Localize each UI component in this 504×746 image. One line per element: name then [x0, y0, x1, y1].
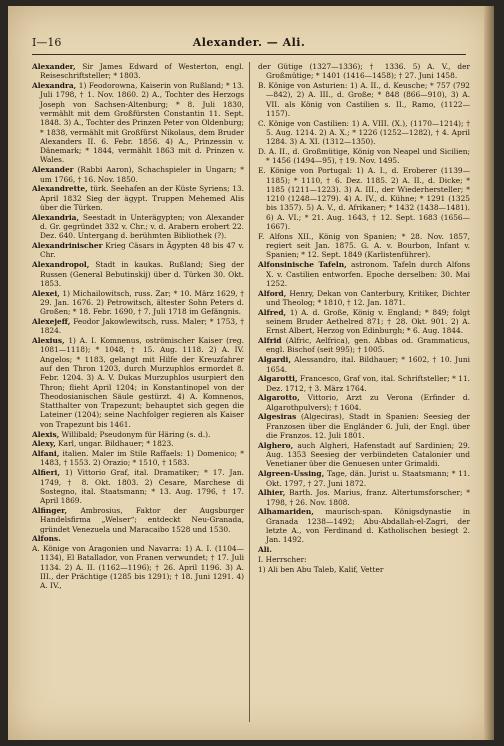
left-column — [32, 62, 244, 722]
entry-text: I. Herrscher: — [258, 554, 307, 564]
dictionary-entry — [258, 119, 470, 147]
running-header — [32, 36, 466, 52]
entry-text: Barth. Jos. Marius, franz. Altertumsforscher; * 1798, † 26. Nov. 1808. — [266, 488, 470, 507]
entry-headword: Alfonsinische Tafeln, — [258, 260, 347, 270]
dictionary-entry — [258, 355, 470, 374]
entry-headword: Alfrid — [258, 336, 282, 346]
dictionary-entry — [258, 441, 470, 469]
dictionary-entry — [32, 81, 244, 165]
dictionary-entry — [258, 308, 470, 336]
column-divider — [249, 62, 250, 722]
dictionary-entry — [32, 544, 244, 590]
entry-text: (Rabbi Aaron), Schachspieler in Ungarn; * um 1766, † 16. Nov. 1850. — [40, 165, 244, 184]
entry-headword: Alhamariden, — [258, 507, 314, 517]
dictionary-entry — [32, 336, 244, 429]
entry-headword: Algreen-Ussing, — [258, 469, 325, 479]
entry-headword: Alford, — [258, 288, 287, 298]
entry-text: italien. Maler im Stile Raffaels: 1) Domenico; * 1483, † 1553. 2) Orazio; * 1510, † 1583. — [40, 449, 244, 468]
dictionary-entry — [32, 449, 244, 468]
entry-text: türk. Seehafen an der Küste Syriens; 13. April 1832 Sieg der ägypt. Truppen Mehemed Alis über die Türken. — [40, 184, 244, 212]
entry-text: Seestadt in Unterägypten; von Alexander d. Gr. gegründet 332 v. Chr.; v. d. Arabern erobert 22. Dez. 640. Untergang d. berühmten Bibliothek (?). — [40, 212, 244, 241]
entry-text: 1) Michailowitsch, russ. Zar; * 10. März 1629, † 29. Jan. 1676. 2) Petrowitsch, ältester Sohn Peters d. Großen; * 18. Febr. 1690, † 7. Juli 1718 im Gefängnis. — [40, 288, 244, 317]
entry-text: 1) Ali ben Abu Taleb, Kalif, Vetter — [258, 564, 384, 574]
dictionary-entry — [258, 232, 470, 260]
entry-headword: Alexius, — [32, 336, 65, 346]
entry-text: Krieg Cäsars in Ägypten 48 bis 47 v. Chr. — [40, 241, 244, 260]
entry-headword: Algarotto, — [258, 393, 300, 403]
entry-headword: Alfieri, — [32, 468, 60, 478]
entry-text: B. Könige von Asturien: 1) A. II., d. Keusche; * 757 (792—842), 2) A. III., d. Große; * 848 (866—910), 3) A. VII. als König von Castilien s. II., Ramo, (1122—1157). — [258, 81, 470, 118]
dictionary-entry — [258, 336, 470, 355]
entry-headword: Ali. — [258, 545, 272, 555]
entry-text: auch Algheri, Hafenstadt auf Sardinien; 29. Aug. 1353 Seesieg der verbündeten Catalonier und Venetianer über die Genuesen unter Grimaldi. — [266, 440, 470, 469]
dictionary-entry — [258, 469, 470, 488]
dictionary-entry — [32, 260, 244, 288]
entry-text: 1) Feodorowna, Kaiserin von Rußland; * 13. Juli 1798, † 1. Nov. 1860. 2) A., Tochter des Herzogs Joseph von Sachsen-Altenburg; * 8. Juli 1830, vermählt mit dem Großfürsten Constantin 11. Sept. 1848. 3) A., Tochter des Prinzen Peter von Oldenburg; * 1838, vermählt mit Großfürst Nikolaus, dem Bruder Alexanders II. 6. Febr. 1856. 4) A., Prinzessin v. Dänemark; * 1844, vermählt 1863 mit d. Prinzen v. Wales. — [40, 81, 244, 165]
dictionary-entry — [258, 81, 470, 118]
entry-text: Sir James Edward of Westerton, engl. Reiseschriftsteller; * 1803. — [40, 62, 244, 81]
page-number: I—16 — [32, 36, 62, 49]
book-page — [8, 6, 494, 740]
entry-text: Tage, dän. Jurist u. Staatsmann; * 11. Okt. 1797, † 27. Juni 1872. — [266, 469, 470, 488]
book-spine — [484, 6, 494, 740]
entry-headword: Alhier, — [258, 488, 286, 498]
entry-text: (Alfric, Aelfrica), gen. Abbas od. Grammaticus, engl. Bischof (seit 995); † 1005. — [266, 336, 470, 355]
entry-headword: Algardi, — [258, 355, 291, 365]
entry-text: Ambrosius, Faktor der Augsburger Handelsfirma „Welser“; entdeckt Neu-Granada, gründet Venezuela und Maracaibo 1528 und 1530. — [40, 505, 244, 534]
page-title: Alexander. — Ali. — [192, 36, 306, 49]
dictionary-entry — [258, 507, 470, 544]
entry-text: Willibald; Pseudonym für Häring (s. d.). — [59, 429, 211, 439]
entry-text: F. Alfons XII., König von Spanien; * 28. Nov. 1857, regiert seit Jan. 1875. G. A. v. Bourbon, Infant v. Spanien; * 12. Sept. 1849 (Karlistenführer). — [258, 231, 470, 260]
dictionary-entry — [32, 241, 244, 260]
entry-text: maurisch-span. Königsdynastie in Granada 1238—1492; Abu-Abdallah-el-Zagri, der letzte A., von Ferdinand d. Katholischen besiegt 2. Jan. 1492. — [266, 507, 470, 545]
entry-text: 1) A. d. Große, König v. England; * 849; folgt seinem Bruder Aethelred 871; † 28. Okt. 901. 2) A. Ernst Albert, Herzog von Edinburgh; * 6. Aug. 1844. — [266, 307, 470, 336]
entry-text: 1) A. I. Komnenus, oströmischer Kaiser (reg. 1081—1118); * 1048, † 15. Aug. 1118. 2) A. IV. Angelos; * 1183, gelangt mit Hilfe der Kreuzfahrer auf den Thron 1203, durch Murzuphlos ermordet 8. Febr. 1204. 3) A. V. Dukas Murzuphlos usurpiert den Thron; flieht April 1204; in Konstantinopel von der Theodosianischen Säule gestürzt. 4) A. Komnenos, Statthalter von Trapezunt; behauptet sich gegen die Lateiner (1204); seine Nachfolger regieren als Kaiser von Trapezunt bis 1461. — [40, 336, 244, 429]
entry-text: Karl, ungar. Bildhauer; * 1823. — [55, 439, 174, 449]
entry-text: C. Könige von Castilien: 1) A. VIII. (X.), (1170—1214); † 5. Aug. 1214. 2) A. X.; * 1226 (1252—1282), † 4. April 1284. 3) A. XI. (1312—1350). — [258, 118, 470, 147]
entry-headword: Alexejeff, — [32, 317, 71, 327]
entry-text: D. A. II., d. Großmütige, König von Neapel und Sicilien; * 1456 (1494—95), † 19. Nov. 1495. — [258, 147, 470, 166]
entry-headword: Alexandrette, — [32, 184, 88, 194]
entry-text: Feodor Jakowlewitsch, russ. Maler; * 1753, † 1824. — [40, 317, 244, 336]
dictionary-entry — [32, 430, 244, 439]
dictionary-entry — [32, 165, 244, 184]
entry-text: Alessandro, ital. Bildhauer; * 1602, † 10. Juni 1654. — [266, 355, 470, 374]
entry-headword: Alexis, — [32, 429, 60, 439]
entry-headword: Alghero, — [258, 440, 294, 450]
dictionary-entry — [258, 393, 470, 412]
entry-text: astronom. Tafeln durch Alfons X. v. Castilien entworfen. Epoche derselben: 30. Mai 1252. — [266, 260, 470, 288]
dictionary-entry — [258, 488, 470, 507]
entry-headword: Alfons. — [32, 534, 61, 544]
entry-text: (Algeciras), Stadt in Spanien: Seesieg der Franzosen über die Engländer 6. Juli, der Engl. über die Franzos. 12. Juli 1801. — [266, 412, 470, 441]
dictionary-entry — [32, 439, 244, 448]
dictionary-entry — [258, 166, 470, 231]
dictionary-entry — [32, 184, 244, 212]
entry-headword: Alexandra, — [32, 81, 77, 91]
dictionary-entry — [258, 147, 470, 166]
dictionary-entry — [258, 62, 470, 81]
dictionary-entry — [258, 289, 470, 308]
dictionary-entry — [258, 565, 470, 574]
entry-text: der Gütige (1327—1336); † 1336. 5) A. V., der Großmütige; * 1401 (1416—1458); † 27. Juni 1458. — [258, 62, 470, 81]
entry-text: Stadt in kaukas. Rußland; Sieg der Russen (General Bebutinskij) über d. Türken 30. Okt. 1853. — [40, 260, 244, 288]
dictionary-entry — [258, 260, 470, 288]
dictionary-entry — [32, 289, 244, 317]
dictionary-entry — [258, 545, 470, 554]
entry-text: Francesco, Graf von, ital. Schriftsteller; * 11. Dez. 1712, † 3. März 1764. — [266, 374, 470, 393]
entry-headword: Algarotti, — [258, 374, 298, 384]
entry-text: E. Könige von Portugal: 1) A. I., d. Eroberer (1139—1185); * 1110, † 6. Dez. 1185. 2) A. II., d. Dicke; * 1185 (1211—1223). 3) A. III., der Wiederhersteller; * 1210 (1248—1279). 4) A. IV., d. Kühne; * 1291 (1325 bis 1357). 5) A. V., d. Afrikaner; * 1432 (1438—1481). 6) A. VI.; * 21. Aug. 1643, † 12. Sept. 1683 (1656—1667). — [258, 166, 470, 232]
dictionary-entry — [258, 412, 470, 440]
header-rule — [32, 54, 466, 55]
dictionary-entry — [32, 62, 244, 81]
entry-headword: Alexandropol, — [32, 260, 90, 270]
entry-text: 1) Vittorio Graf, ital. Dramatiker; * 17. Jan. 1749, † 8. Okt. 1803. 2) Cesare, Marchese di Sostegno, ital. Staatsmann; * 13. Aug. 1796, † 17. April 1869. — [40, 468, 244, 506]
dictionary-entry — [32, 506, 244, 534]
dictionary-entry — [258, 374, 470, 393]
dictionary-entry — [32, 534, 244, 543]
entry-headword: Alexy, — [32, 439, 56, 449]
dictionary-entry — [258, 555, 470, 564]
entry-headword: Algesiras — [258, 412, 297, 422]
dictionary-entry — [32, 317, 244, 336]
entry-headword: Alexander, — [32, 62, 76, 71]
entry-headword: Alexandria, — [32, 212, 80, 222]
dictionary-entry — [32, 468, 244, 505]
entry-headword: Alfani, — [32, 449, 60, 459]
entry-text: A. Könige von Aragonien und Navarra: 1) A. I. (1104—1134), El Batallador, von Franen verwundet; † 17. Juli 1134. 2) A. II. (1162—1196); † 26. April 1196. 3) A. III., der Prächtige (1285 bis 1291); † 18. Juni 1291. 4) A. IV., — [32, 544, 244, 591]
entry-headword: Alexandrinischer — [32, 241, 103, 251]
right-column — [258, 62, 470, 722]
entry-headword: Alexei, — [32, 288, 60, 298]
entry-headword: Alfinger, — [32, 505, 68, 515]
dictionary-entry — [32, 213, 244, 241]
entry-text: Henry, Dekan von Canterbury, Kritiker, Dichter und Theolog; * 1810, † 12. Jan. 1871. — [266, 288, 470, 307]
entry-headword: Alfred, — [258, 307, 287, 317]
entry-text: Vittorio, Arzt zu Verona (Erfinder d. Algarothpulvers); † 1604. — [266, 393, 470, 412]
entry-headword: Alexander — [32, 165, 74, 175]
